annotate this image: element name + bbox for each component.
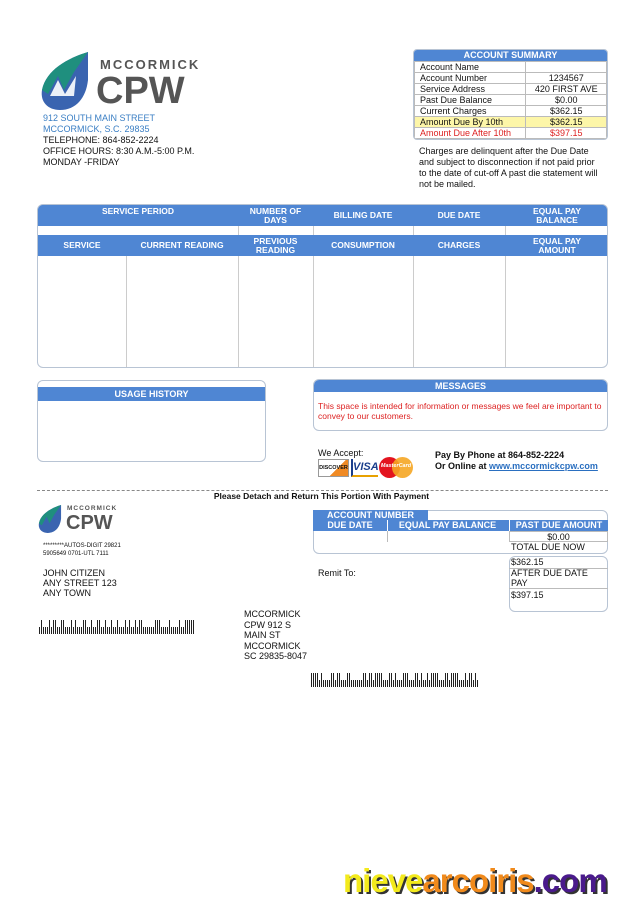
barcode-bar [431, 673, 432, 687]
barcode-bar [421, 673, 422, 687]
barcode-bar [345, 680, 346, 687]
logo-top-text: MCCORMICK [100, 57, 201, 72]
barcode-bar [329, 680, 330, 687]
barcode-bar [359, 680, 360, 687]
summary-value: $0.00 [526, 95, 607, 106]
barcode-bar [179, 620, 180, 634]
barcode-bar [357, 680, 358, 687]
barcode-bar [181, 627, 182, 634]
total-due-label: TOTAL DUE NOW [511, 542, 585, 552]
barcode-bar [391, 673, 392, 687]
barcode-bar [377, 673, 378, 687]
barcode-bar [311, 673, 312, 687]
barcode-bar [443, 680, 444, 687]
barcode-bar [131, 627, 132, 634]
barcode-bar [43, 627, 44, 634]
barcode-bar [409, 680, 410, 687]
header-service: SERVICE [38, 235, 126, 256]
barcode-bar [111, 620, 112, 634]
barcode-bar [77, 627, 78, 634]
postal-barcode [39, 620, 194, 634]
barcode-bar [189, 620, 190, 634]
barcode-bar [71, 620, 72, 634]
barcode-bar [149, 627, 150, 634]
barcode-bar [129, 620, 130, 634]
barcode-bar [185, 620, 186, 634]
summary-value: $362.15 [526, 117, 607, 128]
barcode-bar [145, 627, 146, 634]
barcode-bar [63, 620, 64, 634]
header-service-period: SERVICE PERIOD [38, 205, 238, 217]
barcode-bar [79, 627, 80, 634]
discover-card-icon: DISCOVER [318, 459, 349, 477]
summary-row [415, 117, 607, 128]
barcode-bar [461, 680, 462, 687]
header-current-reading: CURRENT READING [126, 235, 238, 256]
we-accept-label: We Accept: [318, 448, 364, 458]
barcode-bar [153, 627, 154, 634]
barcode-bar [379, 673, 380, 687]
barcode-bar [133, 627, 134, 634]
messages-text: This space is intended for information or messages we feel are important to convey to our customers. [318, 401, 602, 421]
summary-row [415, 95, 607, 106]
barcode-bar [415, 673, 416, 687]
barcode-bar [125, 620, 126, 634]
after-due-date-label: AFTER DUE DATE PAY [509, 568, 608, 589]
summary-label: Service Address [415, 84, 526, 95]
summary-value: $362.15 [526, 106, 607, 117]
stub-code1: *********AUTOS-DIGIT 29821 [43, 543, 121, 549]
barcode-bar [403, 673, 404, 687]
barcode-bar [121, 627, 122, 634]
barcode-bar [341, 680, 342, 687]
summary-value: 420 FIRST AVE [526, 84, 607, 95]
barcode-bar [425, 680, 426, 687]
barcode-bar [407, 673, 408, 687]
barcode-bar [361, 680, 362, 687]
logo-mark-icon [37, 504, 63, 534]
summary-label: Amount Due After 10th [415, 128, 526, 139]
online-prefix: Or Online at [435, 461, 490, 471]
detach-text: Please Detach and Return This Portion With Payment [213, 491, 430, 501]
barcode-bar [343, 680, 344, 687]
summary-row [415, 62, 607, 73]
barcode-bar [137, 627, 138, 634]
barcode-bar [61, 620, 62, 634]
office-hours: OFFICE HOURS: 8:30 A.M.-5:00 P.M. [43, 146, 195, 156]
barcode-bar [471, 673, 472, 687]
barcode-bar [419, 680, 420, 687]
header-equal-pay-balance: EQUAL PAY BALANCE [505, 205, 608, 226]
barcode-bar [101, 627, 102, 634]
barcode-bar [383, 680, 384, 687]
barcode-bar [367, 680, 368, 687]
barcode-bar [57, 627, 58, 634]
barcode-bar [405, 673, 406, 687]
barcode-bar [399, 680, 400, 687]
barcode-bar [477, 680, 478, 687]
office-days: MONDAY -FRIDAY [43, 157, 120, 167]
remit-barcode [311, 673, 478, 687]
barcode-bar [135, 620, 136, 634]
barcode-bar [325, 680, 326, 687]
barcode-bar [321, 673, 322, 687]
barcode-bar [463, 680, 464, 687]
online-payment-link[interactable]: www.mccormickcpw.com [489, 461, 598, 471]
barcode-bar [315, 673, 316, 687]
barcode-bar [85, 620, 86, 634]
barcode-bar [453, 673, 454, 687]
barcode-bar [369, 673, 370, 687]
summary-row [415, 73, 607, 84]
barcode-bar [411, 680, 412, 687]
barcode-bar [373, 680, 374, 687]
barcode-bar [139, 620, 140, 634]
stub-header-row [313, 520, 608, 531]
barcode-bar [127, 627, 128, 634]
barcode-bar [365, 673, 366, 687]
barcode-bar [173, 627, 174, 634]
summary-label: Account Number [415, 73, 526, 84]
summary-value: 1234567 [526, 73, 607, 84]
barcode-bar [385, 680, 386, 687]
barcode-bar [193, 620, 194, 634]
barcode-bar [459, 680, 460, 687]
barcode-bar [53, 620, 54, 634]
barcode-bar [313, 673, 314, 687]
barcode-bar [161, 627, 162, 634]
barcode-bar [163, 627, 164, 634]
barcode-bar [191, 620, 192, 634]
account-summary [413, 49, 608, 140]
barcode-bar [393, 680, 394, 687]
barcode-bar [55, 620, 56, 634]
company-logo [38, 50, 201, 112]
barcode-bar [65, 627, 66, 634]
barcode-bar [371, 673, 372, 687]
past-due-amount-value: $0.00 [509, 531, 608, 542]
barcode-bar [51, 627, 52, 634]
barcode-bar [165, 627, 166, 634]
summary-label: Amount Due By 10th [415, 117, 526, 128]
header-equal-pay-amount: EQUAL PAY AMOUNT [505, 235, 608, 256]
barcode-bar [319, 680, 320, 687]
header-previous-reading: PREVIOUS READING [238, 235, 313, 256]
barcode-bar [429, 680, 430, 687]
barcode-bar [97, 620, 98, 634]
address-line1: 912 SOUTH MAIN STREET [43, 113, 156, 123]
barcode-bar [75, 620, 76, 634]
barcode-bar [117, 620, 118, 634]
summary-row [415, 106, 607, 117]
barcode-bar [123, 627, 124, 634]
barcode-bar [449, 680, 450, 687]
barcode-bar [353, 680, 354, 687]
barcode-bar [95, 627, 96, 634]
summary-row [415, 128, 607, 139]
delinquency-note: Charges are delinquent after the Due Date and subject to disconnection if not paid prior to the date of cut-off A past die statement will not be mailed. [419, 146, 598, 189]
customer-address: JOHN CITIZEN ANY STREET 123 ANY TOWN [43, 568, 117, 598]
barcode-bar [87, 627, 88, 634]
barcode-bar [349, 673, 350, 687]
barcode-bar [455, 673, 456, 687]
header-due-date: DUE DATE [413, 205, 505, 226]
summary-label: Current Charges [415, 106, 526, 117]
pay-by-phone: Pay By Phone at 864-852-2224 [435, 450, 565, 460]
barcode-bar [109, 627, 110, 634]
barcode-bar [467, 680, 468, 687]
barcode-bar [49, 620, 50, 634]
barcode-bar [417, 673, 418, 687]
header-number-of-days: NUMBER OF DAYS [238, 205, 313, 226]
summary-label: Past Due Balance [415, 95, 526, 106]
account-summary-title: ACCOUNT SUMMARY [414, 50, 607, 61]
barcode-bar [469, 673, 470, 687]
barcode-bar [337, 673, 338, 687]
barcode-bar [41, 620, 42, 634]
barcode-bar [73, 627, 74, 634]
barcode-bar [105, 620, 106, 634]
company-info [43, 113, 194, 168]
barcode-bar [397, 680, 398, 687]
barcode-bar [447, 673, 448, 687]
barcode-bar [335, 680, 336, 687]
summary-value: $397.15 [526, 128, 607, 139]
telephone: TELEPHONE: 864-852-2224 [43, 135, 159, 145]
barcode-bar [473, 680, 474, 687]
barcode-bar [187, 620, 188, 634]
barcode-bar [327, 680, 328, 687]
usage-history-panel [37, 380, 266, 462]
barcode-bar [437, 673, 438, 687]
barcode-bar [99, 620, 100, 634]
barcode-bar [317, 673, 318, 687]
barcode-bar [107, 627, 108, 634]
barcode-bar [323, 680, 324, 687]
barcode-bar [423, 680, 424, 687]
barcode-bar [427, 673, 428, 687]
header-equal-pay-balance: EQUAL PAY BALANCE [387, 520, 507, 531]
barcode-bar [115, 627, 116, 634]
service-table [37, 204, 608, 368]
visa-card-icon: VISA [351, 459, 378, 477]
barcode-bar [119, 627, 120, 634]
barcode-bar [47, 627, 48, 634]
barcode-bar [91, 620, 92, 634]
barcode-bar [175, 627, 176, 634]
summary-value [526, 62, 607, 73]
address-line2: MCCORMICK, S.C. 29835 [43, 124, 150, 134]
barcode-bar [441, 680, 442, 687]
barcode-bar [445, 673, 446, 687]
barcode-bar [83, 620, 84, 634]
barcode-bar [177, 627, 178, 634]
barcode-bar [451, 673, 452, 687]
barcode-bar [347, 673, 348, 687]
barcode-bar [333, 673, 334, 687]
barcode-bar [363, 673, 364, 687]
barcode-bar [143, 627, 144, 634]
barcode-bar [339, 673, 340, 687]
barcode-bar [151, 627, 152, 634]
messages-panel [313, 379, 608, 431]
barcode-bar [103, 627, 104, 634]
barcode-bar [183, 627, 184, 634]
barcode-bar [157, 620, 158, 634]
barcode-bar [169, 620, 170, 634]
header-past-due-amount: PAST DUE AMOUNT [509, 520, 608, 531]
header-due-date: DUE DATE [327, 520, 373, 530]
remit-to-label: Remit To: [318, 568, 356, 578]
remit-address: MCCORMICK CPW 912 S MAIN ST MCCORMICK SC 29835-8047 [244, 609, 308, 661]
barcode-bar [69, 627, 70, 634]
barcode-bar [475, 673, 476, 687]
watermark: nievearcoiris.com [343, 862, 607, 899]
barcode-bar [465, 673, 466, 687]
barcode-bar [59, 627, 60, 634]
barcode-bar [331, 673, 332, 687]
barcode-bar [159, 620, 160, 634]
barcode-bar [89, 627, 90, 634]
messages-title: MESSAGES [314, 380, 607, 392]
barcode-bar [45, 627, 46, 634]
barcode-bar [171, 627, 172, 634]
barcode-bar [39, 627, 40, 634]
barcode-bar [93, 627, 94, 634]
barcode-bar [113, 627, 114, 634]
barcode-bar [147, 627, 148, 634]
summary-row [415, 84, 607, 95]
barcode-bar [395, 673, 396, 687]
logo-mark-icon [38, 50, 92, 112]
barcode-bar [457, 673, 458, 687]
summary-label: Account Name [415, 62, 526, 73]
stub-code2: 5905649 0701-UTL 7111 [43, 551, 109, 557]
account-number-label: ACCOUNT NUMBER [313, 510, 428, 520]
barcode-bar [389, 673, 390, 687]
barcode-bar [167, 627, 168, 634]
barcode-bar [355, 680, 356, 687]
barcode-bar [375, 673, 376, 687]
after-due-date-value: $397.15 [511, 590, 544, 600]
stub-logo: MCCORMICK CPW [37, 504, 122, 536]
header-charges: CHARGES [413, 235, 505, 256]
barcode-bar [439, 680, 440, 687]
barcode-bar [141, 620, 142, 634]
total-due-value: $362.15 [509, 557, 608, 569]
barcode-bar [81, 627, 82, 634]
barcode-bar [413, 680, 414, 687]
barcode-bar [351, 680, 352, 687]
header-consumption: CONSUMPTION [313, 235, 413, 256]
barcode-bar [433, 673, 434, 687]
barcode-bar [381, 673, 382, 687]
logo-main-text: CPW [96, 70, 185, 112]
barcode-bar [155, 620, 156, 634]
usage-history-title: USAGE HISTORY [38, 387, 265, 401]
barcode-bar [387, 680, 388, 687]
barcode-bar [67, 627, 68, 634]
header-billing-date: BILLING DATE [313, 205, 413, 226]
barcode-bar [401, 680, 402, 687]
barcode-bar [435, 673, 436, 687]
mastercard-icon: MasterCard [379, 457, 413, 478]
